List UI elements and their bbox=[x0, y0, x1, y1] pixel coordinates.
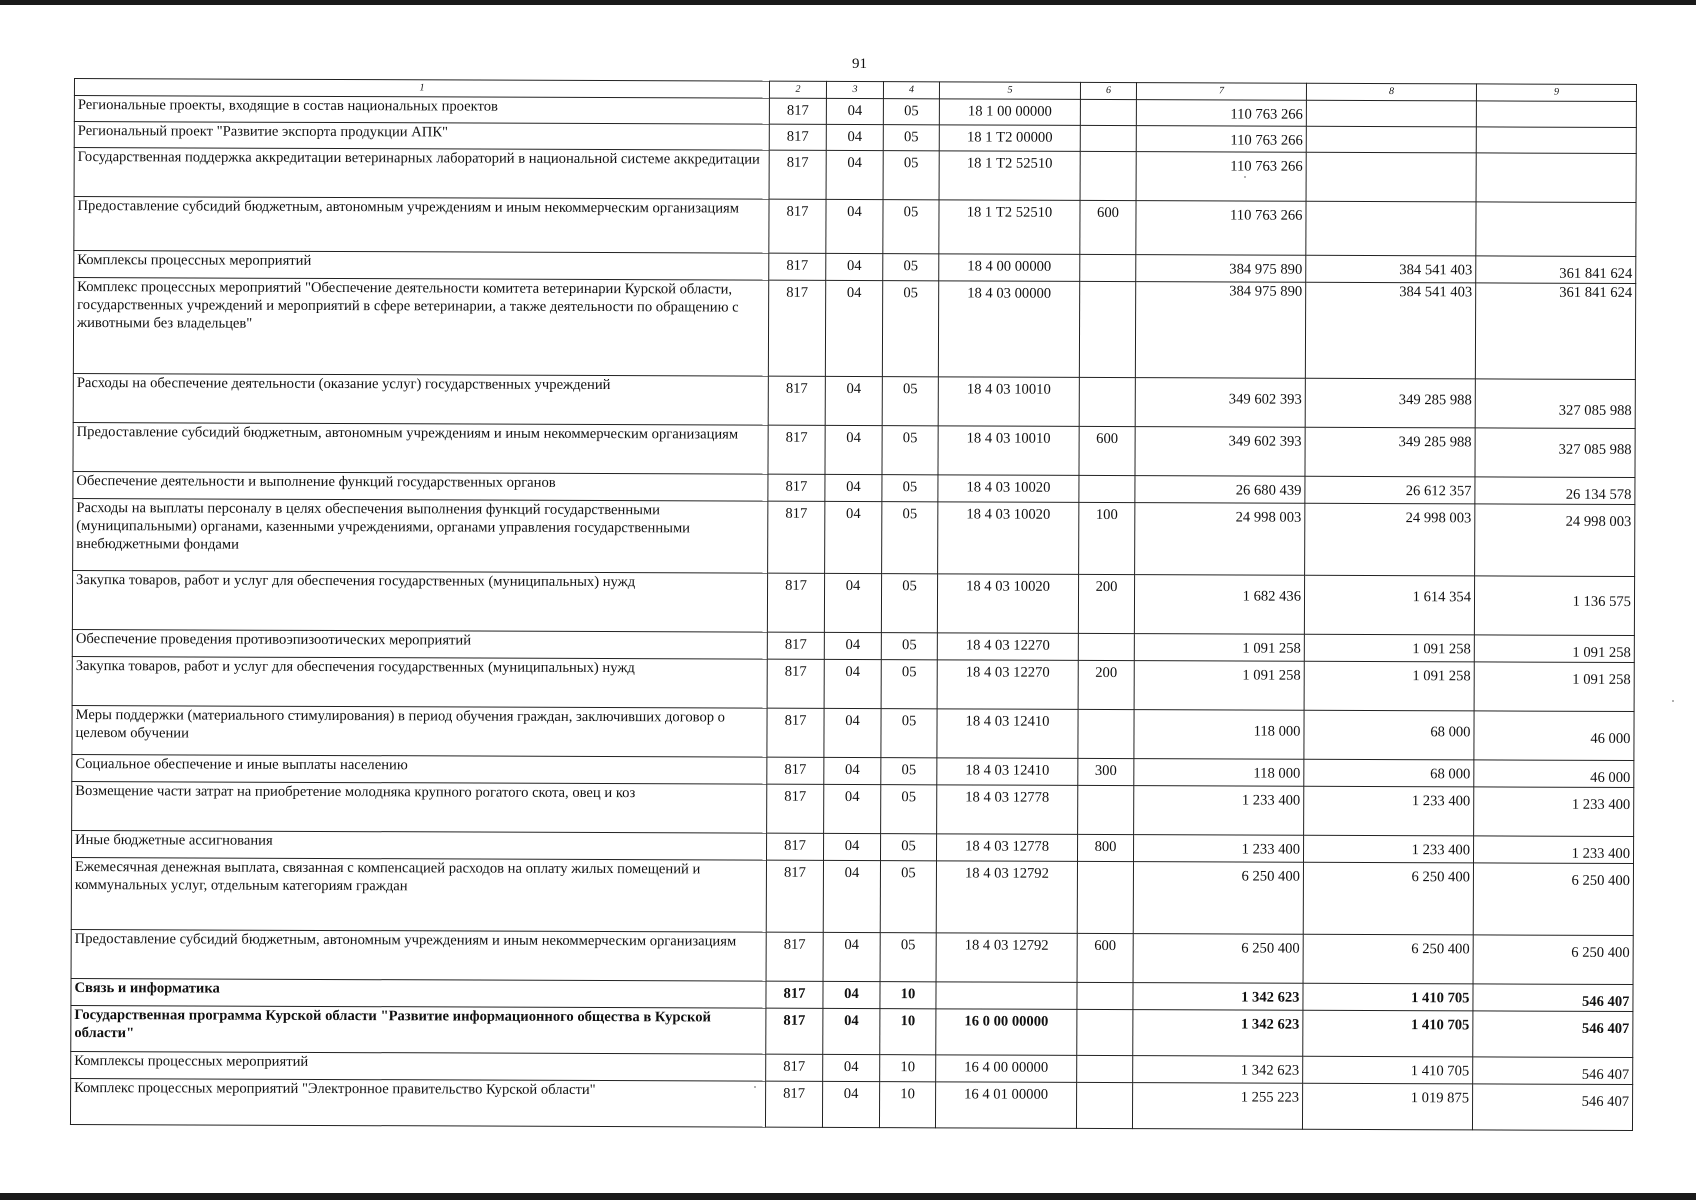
row-csr-code: 18 1 Т2 52510 bbox=[939, 151, 1080, 201]
scan-speck bbox=[1244, 176, 1246, 178]
row-amount-2 bbox=[1303, 862, 1473, 935]
amount-value: 1 091 258 bbox=[1572, 671, 1631, 688]
row-name: Меры поддержки (материального стимулирования) в период обучения граждан, заключивших договор о целевом обучении bbox=[72, 705, 767, 757]
row-csr-code: 18 4 03 12778 bbox=[937, 785, 1078, 835]
scan-speck bbox=[1672, 700, 1674, 702]
table-row bbox=[73, 422, 1635, 477]
row-amount-2 bbox=[1304, 661, 1474, 711]
row-rz-code: 04 bbox=[822, 1081, 879, 1127]
row-gr-code: 817 bbox=[767, 784, 824, 833]
row-rz-code: 04 bbox=[823, 981, 880, 1008]
row-pr-code: 05 bbox=[881, 574, 937, 633]
row-vr-code: 200 bbox=[1078, 660, 1134, 709]
row-rz-code: 04 bbox=[824, 833, 881, 860]
row-gr-code: 817 bbox=[768, 425, 825, 474]
amount-value: 384 975 890 bbox=[1229, 283, 1303, 300]
row-vr-code: 300 bbox=[1078, 758, 1134, 785]
row-csr-code: 18 4 00 00000 bbox=[939, 254, 1080, 282]
row-amount-1 bbox=[1135, 503, 1305, 576]
row-vr-code bbox=[1078, 785, 1134, 834]
row-amount-2 bbox=[1302, 1083, 1472, 1130]
row-amount-3 bbox=[1474, 576, 1634, 636]
amount-value: 1 342 623 bbox=[1241, 989, 1300, 1006]
row-vr-code bbox=[1077, 982, 1133, 1009]
amount-value: 110 763 266 bbox=[1230, 132, 1303, 149]
row-vr-code bbox=[1079, 377, 1135, 426]
budget-table bbox=[70, 78, 1637, 1131]
row-amount-2 bbox=[1306, 126, 1476, 153]
row-name: Закупка товаров, работ и услуг для обеспечения государственных (муниципальных) нужд bbox=[72, 570, 767, 632]
row-amount-1 bbox=[1135, 427, 1305, 477]
column-header: 7 bbox=[1136, 83, 1306, 101]
row-name: Государственная программа Курской области "Развитие информационного общества в Курской области" bbox=[71, 1005, 766, 1054]
row-amount-2 bbox=[1305, 476, 1475, 504]
row-csr-code: 18 4 03 12778 bbox=[937, 834, 1078, 862]
amount-value: 349 602 393 bbox=[1228, 433, 1302, 450]
amount-value: 361 841 624 bbox=[1559, 284, 1633, 301]
row-vr-code bbox=[1077, 861, 1133, 933]
row-name: Обеспечение проведения противоэпизоотических мероприятий bbox=[72, 629, 767, 659]
row-name: Комплекс процессных мероприятий "Электронное правительство Курской области" bbox=[70, 1078, 765, 1127]
amount-value: 1 091 258 bbox=[1242, 640, 1301, 657]
row-name: Комплексы процессных мероприятий bbox=[74, 251, 769, 281]
row-vr-code bbox=[1078, 633, 1134, 660]
row-amount-2 bbox=[1306, 201, 1476, 256]
amount-value: 1 019 875 bbox=[1410, 1090, 1470, 1107]
amount-value: 546 407 bbox=[1581, 1066, 1630, 1083]
table-row bbox=[73, 498, 1635, 576]
row-amount-3 bbox=[1472, 1084, 1632, 1131]
row-amount-2 bbox=[1305, 427, 1475, 477]
row-amount-1 bbox=[1133, 1056, 1303, 1084]
row-name: Комплекс процессных мероприятий "Обеспечение деятельности комитета ветеринарии Курской области, государственных учреждений и мероприятий в сфере ветеринарии, а также деятельности по обращению с животными без владельцев" bbox=[73, 278, 768, 377]
row-rz-code: 04 bbox=[826, 124, 883, 150]
row-name: Иные бюджетные ассигнования bbox=[72, 830, 767, 860]
table-row bbox=[71, 1005, 1633, 1057]
table-row bbox=[72, 705, 1634, 760]
row-amount-1 bbox=[1136, 152, 1306, 202]
row-gr-code: 817 bbox=[768, 280, 825, 376]
row-vr-code bbox=[1077, 1009, 1133, 1055]
row-name: Расходы на обеспечение деятельности (оказание услуг) государственных учреждений bbox=[73, 373, 768, 425]
row-amount-3 bbox=[1473, 863, 1633, 936]
row-amount-3 bbox=[1473, 836, 1633, 864]
row-pr-code: 05 bbox=[882, 281, 938, 377]
row-amount-3 bbox=[1474, 662, 1634, 712]
page-number: 91 bbox=[852, 56, 867, 72]
row-amount-1 bbox=[1134, 710, 1304, 760]
column-header: 5 bbox=[939, 82, 1080, 100]
row-gr-code: 817 bbox=[769, 253, 826, 280]
column-header: 9 bbox=[1476, 84, 1636, 102]
row-pr-code: 05 bbox=[880, 861, 936, 933]
amount-value: 1 682 436 bbox=[1242, 588, 1302, 605]
amount-value: 327 085 988 bbox=[1558, 441, 1632, 458]
row-amount-1 bbox=[1134, 634, 1304, 662]
table-row bbox=[72, 656, 1634, 711]
row-pr-code: 05 bbox=[883, 254, 939, 281]
row-amount-3 bbox=[1474, 711, 1634, 761]
row-amount-3 bbox=[1476, 153, 1636, 203]
row-csr-code: 18 4 03 10010 bbox=[938, 426, 1079, 476]
amount-value: 384 975 890 bbox=[1229, 261, 1303, 278]
row-csr-code: 18 4 03 10010 bbox=[938, 377, 1079, 427]
table-row bbox=[71, 857, 1633, 935]
amount-value: 1 342 623 bbox=[1240, 1062, 1300, 1079]
row-amount-1 bbox=[1135, 378, 1305, 428]
row-vr-code: 600 bbox=[1077, 933, 1133, 982]
amount-value: 46 000 bbox=[1590, 730, 1631, 747]
row-pr-code: 10 bbox=[880, 982, 936, 1009]
row-pr-code: 05 bbox=[883, 125, 939, 151]
amount-value: 68 000 bbox=[1430, 724, 1471, 741]
column-header: 6 bbox=[1080, 82, 1136, 99]
row-name: Государственная поддержка аккредитации ветеринарных лабораторий в национальной системе аккредитации bbox=[74, 148, 769, 200]
row-gr-code: 817 bbox=[767, 757, 824, 784]
row-pr-code: 10 bbox=[880, 1009, 936, 1055]
row-rz-code: 04 bbox=[825, 376, 882, 425]
row-gr-code: 817 bbox=[766, 981, 823, 1008]
row-amount-1 bbox=[1134, 661, 1304, 711]
row-csr-code: 18 4 03 10020 bbox=[938, 475, 1079, 503]
row-gr-code: 817 bbox=[769, 98, 826, 124]
scan-border-top bbox=[0, 0, 1696, 5]
amount-value: 546 407 bbox=[1581, 1020, 1630, 1037]
row-amount-1 bbox=[1133, 934, 1303, 984]
row-pr-code: 05 bbox=[881, 660, 937, 709]
row-csr-code: 16 4 00 00000 bbox=[936, 1055, 1077, 1083]
amount-value: 1 091 258 bbox=[1412, 668, 1471, 685]
row-amount-3 bbox=[1473, 984, 1633, 1012]
row-amount-3 bbox=[1476, 101, 1636, 128]
row-rz-code: 04 bbox=[824, 659, 881, 708]
row-vr-code: 600 bbox=[1080, 200, 1136, 254]
row-amount-3 bbox=[1475, 379, 1635, 429]
row-rz-code: 04 bbox=[824, 757, 881, 784]
row-rz-code: 04 bbox=[824, 573, 881, 632]
row-pr-code: 05 bbox=[882, 502, 938, 574]
amount-value: 1 091 258 bbox=[1242, 667, 1301, 684]
row-rz-code: 04 bbox=[825, 280, 882, 376]
row-csr-code: 18 4 03 10020 bbox=[938, 502, 1079, 575]
row-pr-code: 05 bbox=[881, 785, 937, 834]
amount-value: 24 998 003 bbox=[1405, 510, 1472, 527]
amount-value: 26 680 439 bbox=[1235, 482, 1302, 499]
row-amount-1 bbox=[1136, 201, 1306, 256]
row-vr-code bbox=[1080, 151, 1136, 200]
row-csr-code: 18 4 03 00000 bbox=[938, 281, 1079, 378]
row-gr-code: 817 bbox=[769, 199, 826, 253]
row-amount-1 bbox=[1135, 282, 1305, 379]
row-csr-code bbox=[936, 982, 1077, 1010]
row-csr-code: 18 1 Т2 52510 bbox=[939, 200, 1080, 255]
row-amount-1 bbox=[1135, 476, 1305, 504]
row-name: Региональный проект "Развитие экспорта продукции АПК" bbox=[74, 122, 769, 151]
row-gr-code: 817 bbox=[766, 1054, 823, 1081]
amount-value: 384 541 403 bbox=[1399, 284, 1473, 301]
row-amount-2 bbox=[1303, 835, 1473, 863]
row-amount-2 bbox=[1304, 759, 1474, 787]
row-vr-code bbox=[1076, 1082, 1132, 1128]
row-pr-code: 05 bbox=[883, 200, 939, 254]
amount-value: 68 000 bbox=[1430, 766, 1471, 783]
amount-value: 384 541 403 bbox=[1399, 262, 1473, 279]
amount-value: 110 763 266 bbox=[1230, 207, 1303, 224]
row-rz-code: 04 bbox=[825, 474, 882, 501]
row-amount-2 bbox=[1305, 282, 1475, 379]
row-amount-1 bbox=[1133, 983, 1303, 1011]
row-amount-2 bbox=[1304, 575, 1474, 635]
row-amount-3 bbox=[1474, 635, 1634, 663]
amount-value: 1 233 400 bbox=[1571, 845, 1631, 862]
row-name: Возмещение части затрат на приобретение молодняка крупного рогатого скота, овец и коз bbox=[72, 781, 767, 833]
row-amount-2 bbox=[1306, 255, 1476, 283]
row-vr-code bbox=[1079, 475, 1135, 502]
row-amount-3 bbox=[1476, 256, 1636, 284]
table-row bbox=[71, 929, 1633, 984]
amount-value: 327 085 988 bbox=[1558, 402, 1632, 419]
amount-value: 1 342 623 bbox=[1240, 1016, 1300, 1033]
row-gr-code: 817 bbox=[769, 124, 826, 150]
row-csr-code: 18 4 03 12792 bbox=[936, 861, 1077, 934]
amount-value: 1 233 400 bbox=[1241, 841, 1301, 858]
row-gr-code: 817 bbox=[767, 708, 824, 757]
row-amount-2 bbox=[1305, 503, 1475, 576]
row-rz-code: 04 bbox=[826, 253, 883, 280]
row-amount-1 bbox=[1133, 835, 1303, 863]
row-csr-code: 18 4 03 12410 bbox=[937, 709, 1078, 759]
row-rz-code: 04 bbox=[823, 932, 880, 981]
row-rz-code: 04 bbox=[825, 425, 882, 474]
row-rz-code: 04 bbox=[826, 199, 883, 253]
amount-value: 110 763 266 bbox=[1230, 106, 1303, 123]
row-name: Обеспечение деятельности и выполнение функций государственных органов bbox=[73, 471, 768, 501]
row-gr-code: 817 bbox=[768, 501, 825, 573]
row-pr-code: 05 bbox=[882, 426, 938, 475]
amount-value: 1 091 258 bbox=[1412, 641, 1471, 658]
row-gr-code: 817 bbox=[768, 474, 825, 501]
row-amount-3 bbox=[1473, 1057, 1633, 1085]
column-header: 1 bbox=[74, 79, 769, 99]
row-name: Связь и информатика bbox=[71, 978, 766, 1008]
row-vr-code bbox=[1080, 125, 1136, 151]
row-amount-1 bbox=[1136, 255, 1306, 283]
row-amount-1 bbox=[1134, 759, 1304, 787]
amount-value: 6 250 400 bbox=[1571, 872, 1630, 889]
amount-value: 1 255 223 bbox=[1240, 1089, 1300, 1106]
row-pr-code: 05 bbox=[881, 633, 937, 660]
amount-value: 110 763 266 bbox=[1230, 158, 1303, 175]
row-amount-3 bbox=[1475, 283, 1635, 380]
amount-value: 26 612 357 bbox=[1405, 483, 1472, 500]
row-gr-code: 817 bbox=[766, 932, 823, 981]
row-gr-code: 817 bbox=[765, 1081, 822, 1127]
amount-value: 6 250 400 bbox=[1241, 940, 1300, 957]
amount-value: 1 410 705 bbox=[1411, 990, 1470, 1007]
row-amount-1 bbox=[1136, 126, 1306, 153]
amount-value: 46 000 bbox=[1590, 769, 1631, 786]
row-pr-code: 05 bbox=[881, 834, 937, 861]
scan-border-bottom bbox=[0, 1193, 1696, 1200]
amount-value: 1 233 400 bbox=[1571, 796, 1631, 813]
amount-value: 1 410 705 bbox=[1410, 1017, 1470, 1034]
column-header: 8 bbox=[1306, 83, 1476, 101]
row-vr-code bbox=[1079, 281, 1135, 377]
row-pr-code: 05 bbox=[881, 758, 937, 785]
amount-value: 26 134 578 bbox=[1565, 486, 1632, 503]
row-name: Предоставление субсидий бюджетным, автономным учреждениям и иным некоммерческим организациям bbox=[74, 197, 769, 254]
row-rz-code: 04 bbox=[823, 1054, 880, 1081]
amount-value: 6 250 400 bbox=[1411, 869, 1470, 886]
row-rz-code: 04 bbox=[823, 860, 880, 932]
row-amount-1 bbox=[1132, 1083, 1302, 1130]
amount-value: 6 250 400 bbox=[1411, 941, 1470, 958]
row-amount-1 bbox=[1136, 100, 1306, 127]
row-vr-code: 100 bbox=[1079, 502, 1135, 574]
amount-value: 546 407 bbox=[1581, 1093, 1630, 1110]
row-amount-2 bbox=[1305, 378, 1475, 428]
row-amount-3 bbox=[1475, 428, 1635, 478]
table-row bbox=[72, 781, 1634, 836]
row-name: Предоставление субсидий бюджетным, автономным учреждениям и иным некоммерческим организациям bbox=[73, 422, 768, 474]
row-csr-code: 18 1 00 00000 bbox=[939, 99, 1080, 126]
column-header: 4 bbox=[883, 82, 939, 99]
row-csr-code: 18 4 03 12792 bbox=[936, 933, 1077, 983]
amount-value: 1 233 400 bbox=[1411, 842, 1471, 859]
row-csr-code: 18 1 Т2 00000 bbox=[939, 125, 1080, 152]
row-rz-code: 04 bbox=[823, 1008, 880, 1054]
amount-value: 118 000 bbox=[1253, 765, 1301, 782]
row-amount-1 bbox=[1133, 862, 1303, 935]
amount-value: 1 136 575 bbox=[1572, 593, 1632, 610]
row-amount-2 bbox=[1303, 1010, 1473, 1057]
amount-value: 1 233 400 bbox=[1241, 792, 1301, 809]
row-name: Региональные проекты, входящие в состав национальных проектов bbox=[74, 96, 769, 125]
table-row bbox=[74, 197, 1636, 257]
row-pr-code: 10 bbox=[879, 1082, 935, 1128]
column-header: 2 bbox=[769, 81, 826, 98]
table-row bbox=[72, 570, 1634, 635]
row-csr-code: 18 4 03 10020 bbox=[937, 574, 1078, 634]
row-amount-2 bbox=[1303, 983, 1473, 1011]
amount-value: 24 998 003 bbox=[1235, 509, 1302, 526]
row-csr-code: 18 4 03 12270 bbox=[937, 660, 1078, 710]
row-amount-2 bbox=[1306, 100, 1476, 127]
amount-value: 546 407 bbox=[1581, 993, 1630, 1010]
amount-value: 6 250 400 bbox=[1241, 868, 1300, 885]
row-amount-2 bbox=[1303, 1056, 1473, 1084]
row-gr-code: 817 bbox=[767, 573, 824, 632]
table-row bbox=[73, 373, 1635, 428]
amount-value: 1 614 354 bbox=[1412, 589, 1472, 606]
row-csr-code: 18 4 03 12410 bbox=[937, 758, 1078, 786]
row-amount-1 bbox=[1133, 1010, 1303, 1057]
table-row bbox=[73, 278, 1635, 380]
amount-value: 361 841 624 bbox=[1559, 265, 1633, 282]
row-pr-code: 05 bbox=[881, 709, 937, 758]
amount-value: 118 000 bbox=[1253, 723, 1301, 740]
row-rz-code: 04 bbox=[824, 708, 881, 757]
row-amount-3 bbox=[1475, 477, 1635, 505]
row-gr-code: 817 bbox=[766, 1008, 823, 1054]
row-rz-code: 04 bbox=[826, 150, 883, 199]
row-amount-2 bbox=[1304, 634, 1474, 662]
row-pr-code: 05 bbox=[882, 475, 938, 502]
row-gr-code: 817 bbox=[766, 860, 823, 932]
row-gr-code: 817 bbox=[767, 659, 824, 708]
amount-value: 1 410 705 bbox=[1410, 1063, 1470, 1080]
row-amount-3 bbox=[1473, 1011, 1633, 1058]
row-amount-2 bbox=[1303, 934, 1473, 984]
row-pr-code: 05 bbox=[882, 377, 938, 426]
row-csr-code: 16 0 00 00000 bbox=[936, 1009, 1077, 1056]
row-name: Комплексы процессных мероприятий bbox=[71, 1051, 766, 1081]
row-name: Предоставление субсидий бюджетным, автономным учреждениям и иным некоммерческим организациям bbox=[71, 929, 766, 981]
row-vr-code bbox=[1080, 99, 1136, 125]
row-pr-code: 10 bbox=[880, 1055, 936, 1082]
row-amount-1 bbox=[1134, 786, 1304, 836]
row-rz-code: 04 bbox=[824, 784, 881, 833]
row-vr-code: 600 bbox=[1079, 426, 1135, 475]
row-vr-code bbox=[1077, 1055, 1133, 1082]
row-rz-code: 04 bbox=[824, 632, 881, 659]
row-amount-1 bbox=[1134, 575, 1304, 635]
row-name: Социальное обеспечение и иные выплаты населению bbox=[72, 754, 767, 784]
row-gr-code: 817 bbox=[767, 833, 824, 860]
row-csr-code: 18 4 03 12270 bbox=[937, 633, 1078, 661]
row-amount-3 bbox=[1473, 935, 1633, 985]
row-gr-code: 817 bbox=[767, 632, 824, 659]
row-rz-code: 04 bbox=[826, 98, 883, 124]
row-amount-3 bbox=[1476, 202, 1636, 257]
amount-value: 349 285 988 bbox=[1398, 392, 1472, 409]
row-amount-2 bbox=[1306, 152, 1476, 202]
row-amount-3 bbox=[1474, 760, 1634, 788]
row-name: Расходы на выплаты персоналу в целях обеспечения выполнения функций государственными (муниципальными) органами, казенными учреждениями, органами управления государственными внебюджетными фондами bbox=[73, 498, 768, 573]
budget-table-container bbox=[70, 78, 1636, 1140]
amount-value: 349 602 393 bbox=[1228, 391, 1302, 408]
row-amount-3 bbox=[1475, 504, 1635, 577]
row-vr-code: 200 bbox=[1078, 574, 1134, 633]
row-rz-code: 04 bbox=[825, 501, 882, 573]
row-pr-code: 05 bbox=[883, 99, 939, 125]
row-amount-2 bbox=[1304, 786, 1474, 836]
row-gr-code: 817 bbox=[768, 376, 825, 425]
row-gr-code: 817 bbox=[769, 150, 826, 199]
row-vr-code bbox=[1078, 709, 1134, 758]
row-amount-2 bbox=[1304, 710, 1474, 760]
amount-value: 349 285 988 bbox=[1398, 434, 1472, 451]
amount-value: 6 250 400 bbox=[1571, 944, 1630, 961]
row-csr-code: 16 4 01 00000 bbox=[935, 1082, 1076, 1129]
table-row bbox=[74, 148, 1636, 203]
row-pr-code: 05 bbox=[880, 933, 936, 982]
row-pr-code: 05 bbox=[883, 151, 939, 200]
row-amount-3 bbox=[1476, 127, 1636, 154]
row-amount-3 bbox=[1474, 787, 1634, 837]
column-header: 3 bbox=[826, 81, 883, 98]
row-name: Ежемесячная денежная выплата, связанная с компенсацией расходов на оплату жилых помещений и коммунальных услуг, отдельным категориям граждан bbox=[71, 857, 766, 932]
table-row bbox=[70, 1078, 1632, 1130]
row-name: Закупка товаров, работ и услуг для обеспечения государственных (муниципальных) нужд bbox=[72, 656, 767, 708]
scan-speck bbox=[754, 1086, 756, 1088]
amount-value: 1 233 400 bbox=[1411, 793, 1471, 810]
amount-value: 1 091 258 bbox=[1572, 644, 1631, 661]
row-vr-code bbox=[1080, 254, 1136, 281]
row-vr-code: 800 bbox=[1077, 834, 1133, 861]
amount-value: 24 998 003 bbox=[1565, 513, 1632, 530]
